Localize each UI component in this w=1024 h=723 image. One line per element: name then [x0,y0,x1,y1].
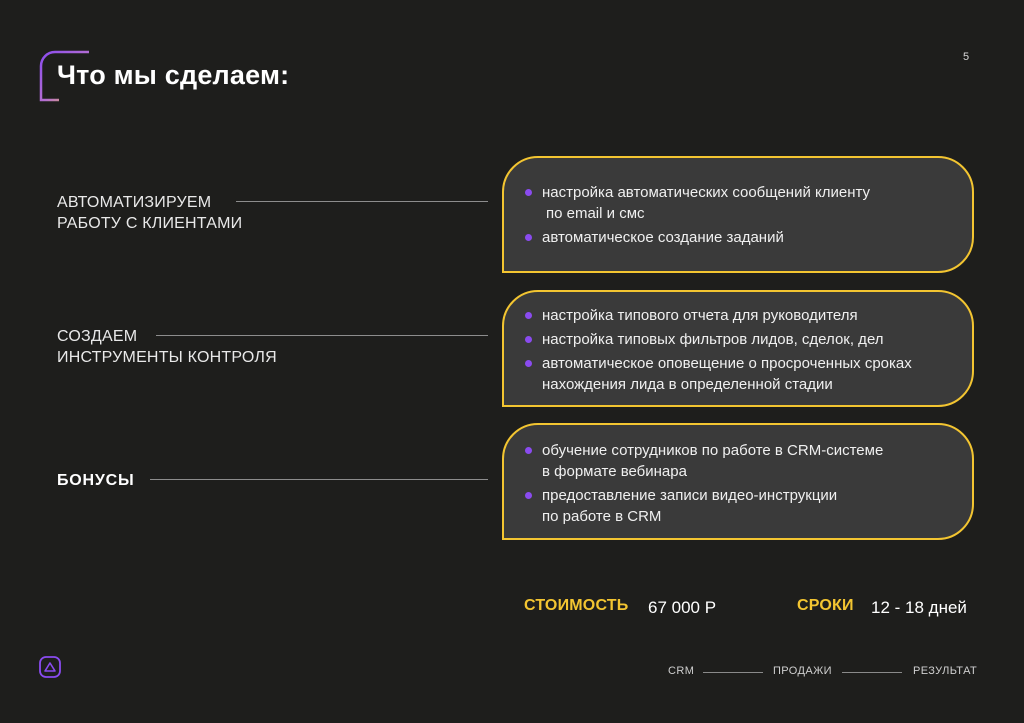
triangle-logo-icon [39,656,61,678]
row-label-bonuses [57,470,134,491]
terms-value: 12 - 18 дней [871,598,967,617]
service-card-automation [502,156,974,273]
list-item [504,440,972,482]
list-item-text: предоставление записи видео-инструкции [542,487,838,504]
list-item-text: настройка типового отчета для руководителя [542,307,858,324]
bullet-dot [525,492,532,499]
page-title: Что мы сделаем: [57,60,290,90]
list-item-text: обучение сотрудников по работе в CRM-системе [542,442,884,459]
service-list [504,182,972,248]
bullet-dot [525,312,532,319]
list-item-text: по email и смс [546,205,645,222]
row-label-line: АВТОМАТИЗИРУЕМ [57,194,212,211]
row-label-control [57,326,277,368]
row-label-line: БОНУСЫ [57,472,135,489]
list-item-text: в формате вебинара [542,463,687,480]
list-item [504,485,972,527]
connector-line [150,479,488,480]
service-card-bonuses [502,423,974,540]
service-list [504,440,972,527]
bullet-dot [525,189,532,196]
list-item-text: настройка типовых фильтров лидов, сделок, дел [542,331,884,348]
service-list [504,305,972,395]
cost-label: СТОИМОСТЬ [524,597,629,614]
row-label-line: ИНСТРУМЕНТЫ КОНТРОЛЯ [57,349,277,366]
service-card-control [502,290,974,407]
list-item [504,182,972,224]
list-item [504,353,972,395]
footer-step-sales: ПРОДАЖИ [773,665,832,677]
list-item-text: по работе в CRM [542,508,662,525]
list-item-text: настройка автоматических сообщений клиенту [542,184,871,201]
cost-value: 67 000 Р [648,598,717,617]
connector-line [236,201,488,202]
list-item-text: нахождения лида в определенной стадии [542,376,833,393]
footer-step-crm: CRM [668,665,695,677]
connector-line [156,335,488,336]
terms-label: СРОКИ [797,597,854,614]
bullet-dot [525,336,532,343]
row-label-automation [57,192,242,234]
bullet-dot [525,447,532,454]
footer-step-result: РЕЗУЛЬТАТ [913,665,978,677]
list-item [504,305,972,326]
footer-divider [703,672,763,673]
row-label-line: РАБОТУ С КЛИЕНТАМИ [57,215,243,232]
footer-divider [842,672,902,673]
list-item-text: автоматическое создание заданий [542,229,784,246]
list-item [504,329,972,350]
bullet-dot [525,360,532,367]
list-item [504,227,972,248]
bullet-dot [525,234,532,241]
row-label-line: СОЗДАЕМ [57,328,138,345]
list-item-text: автоматическое оповещение о просроченных сроках [542,355,912,372]
page-number: 5 [963,51,970,63]
